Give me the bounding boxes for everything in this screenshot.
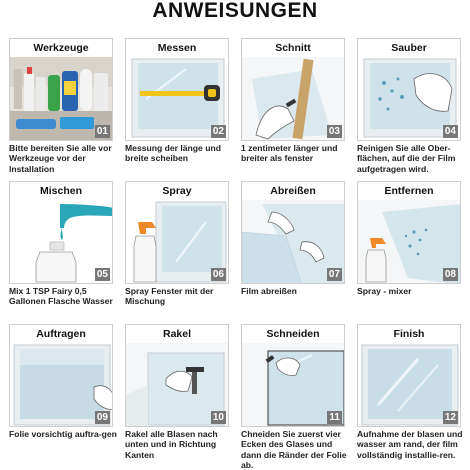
page-title: ANWEISUNGEN: [152, 0, 318, 22]
step-label: Spray: [126, 182, 228, 200]
step-number: 02: [212, 126, 224, 137]
step-label: Mischen: [10, 182, 112, 200]
step-number: 12: [444, 412, 456, 423]
step-panel: [241, 181, 345, 284]
step-description: Bitte bereiten Sie alle vor Werkzeuge vor der Installation: [9, 143, 112, 174]
step-label: Rakel: [126, 325, 228, 343]
step-description: Spray - mixer: [357, 286, 412, 296]
step-description: 1 zentimeter länger und breiter als fenster: [241, 143, 338, 164]
step-number: 04: [444, 126, 456, 137]
step-label: Schneiden: [242, 325, 344, 343]
step-description: Film abreißen: [241, 286, 297, 296]
step-label: Auftragen: [10, 325, 112, 343]
step-number: 03: [328, 126, 340, 137]
step-label: Messen: [126, 39, 228, 57]
step-description: Folie vorsichtig auftra-gen: [9, 429, 117, 439]
step-panel: [9, 38, 113, 141]
step-panel: [125, 38, 229, 141]
step-label: Werkzeuge: [10, 39, 112, 57]
step-label: Entfernen: [358, 182, 460, 200]
step-number: 10: [212, 412, 224, 423]
step-panel: [357, 38, 461, 141]
step-description: Spray Fenster mit der Mischung: [125, 286, 214, 307]
step-panel: [125, 324, 229, 427]
step-panel: [357, 181, 461, 284]
step-panel: [9, 324, 113, 427]
step-number: 05: [96, 269, 108, 280]
step-number: 09: [96, 412, 108, 423]
step-description: Aufnahme der blasen und wasser am rand, der film vollständig installie-ren.: [357, 429, 463, 460]
step-number: 08: [444, 269, 456, 280]
step-number: 07: [328, 269, 340, 280]
step-number: 11: [329, 412, 340, 423]
step-panel: [125, 181, 229, 284]
step-description: Messung der länge und breite scheiben: [125, 143, 221, 164]
step-panel: [9, 181, 113, 284]
step-description: Chneiden Sie zuerst vier Ecken des Glases und dann die Ränder der Folie ab.: [241, 429, 347, 470]
step-panel: [241, 324, 345, 427]
step-description: Reinigen Sie alle Ober-flächen, auf die der Film aufgetragen wird.: [357, 143, 456, 174]
step-label: Finish: [358, 325, 460, 343]
step-panel: [357, 324, 461, 427]
step-number: 01: [96, 126, 108, 137]
step-label: Sauber: [358, 39, 460, 57]
step-description: Mix 1 TSP Fairy 0,5 Gallonen Flasche Wasser: [9, 286, 113, 307]
step-label: Schnitt: [242, 39, 344, 57]
step-label: Abreißen: [242, 182, 344, 200]
step-panel: [241, 38, 345, 141]
step-description: Rakel alle Blasen nach unten und in Richtung Kanten: [125, 429, 218, 460]
step-number: 06: [212, 269, 224, 280]
